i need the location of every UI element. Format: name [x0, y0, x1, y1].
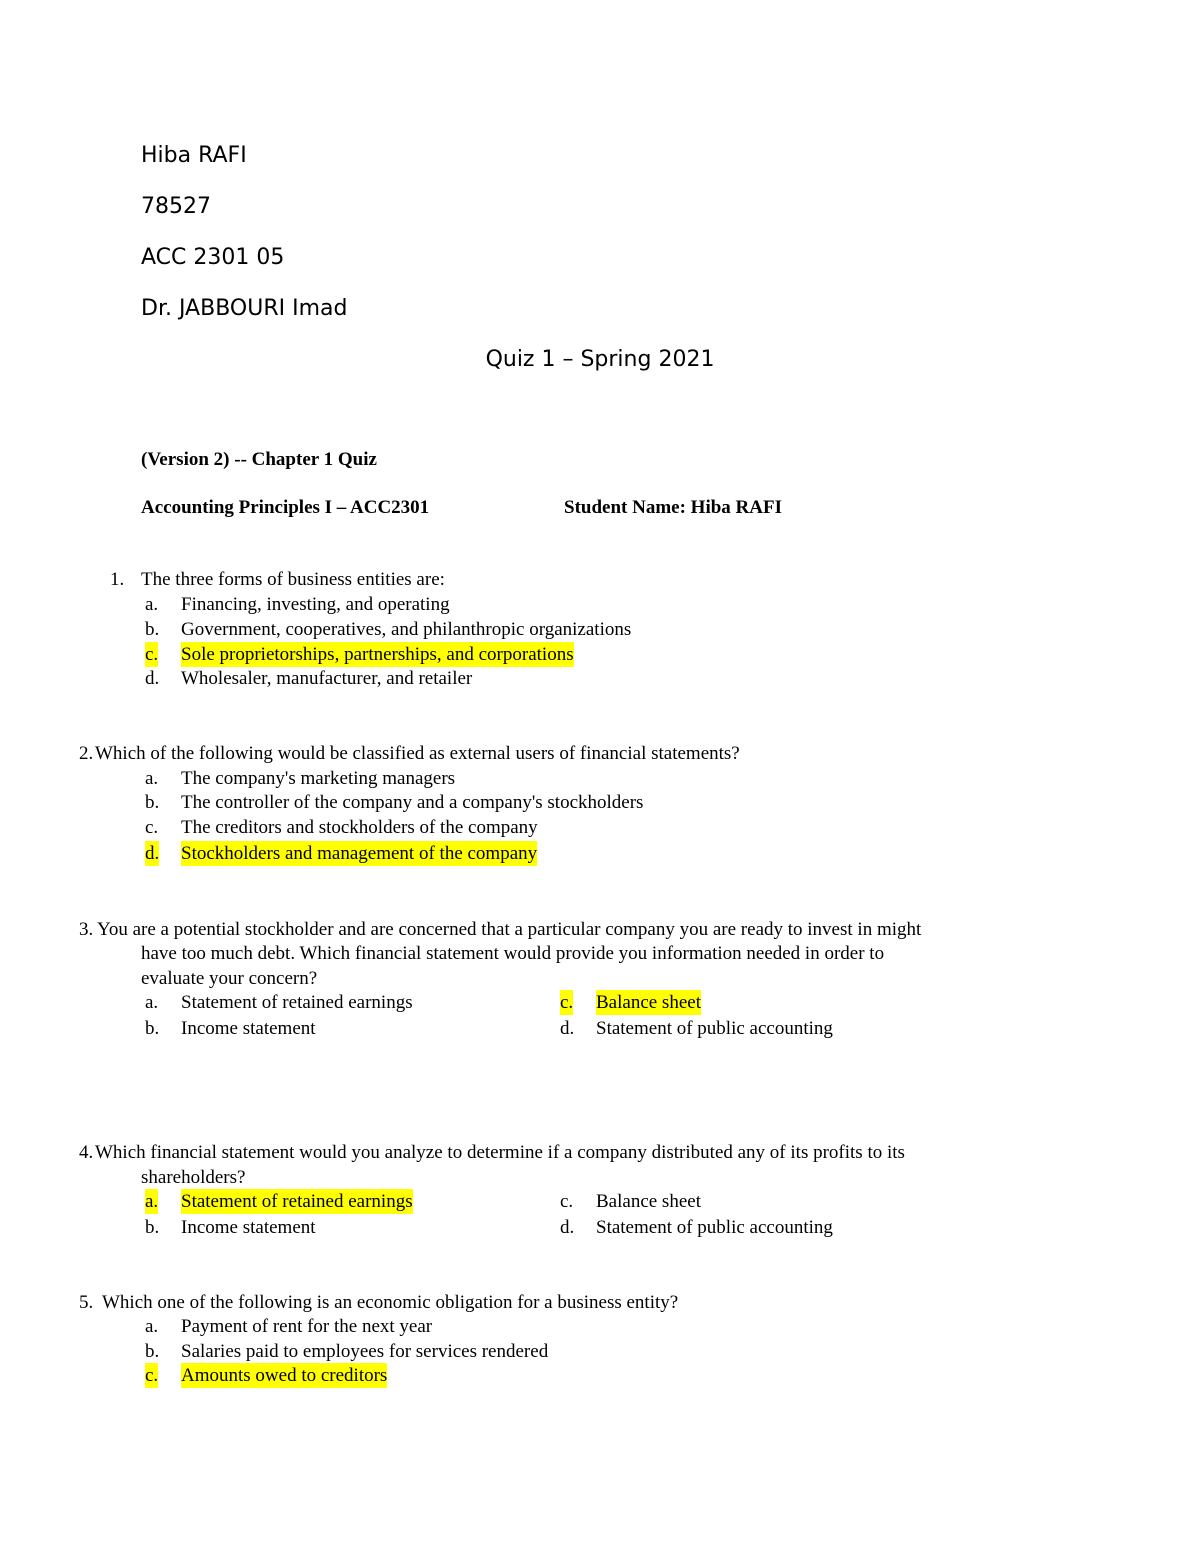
option-text: The company's marketing managers: [181, 768, 456, 789]
option-letter: c.: [560, 1191, 574, 1212]
option-text: Statement of public accounting: [596, 1018, 833, 1039]
option-text: Income statement: [181, 1217, 316, 1238]
option-text: Government, cooperatives, and philanthropic organizations: [181, 619, 632, 640]
option-text-selected: Amounts owed to creditors: [181, 1365, 388, 1386]
instructor-name: Dr. JABBOURI Imad: [141, 296, 348, 321]
student-name: Hiba RAFI: [141, 143, 247, 168]
version-line: (Version 2) -- Chapter 1 Quiz: [141, 449, 377, 470]
question-number: 1.: [110, 569, 125, 590]
question-text-line: have too much debt. Which financial statement would provide you information needed in order to: [141, 943, 885, 964]
option-text: The controller of the company and a company's stockholders: [181, 792, 644, 813]
option-text: Financing, investing, and operating: [181, 594, 450, 615]
question-text-line: You are a potential stockholder and are concerned that a particular company you are ready to invest in might: [97, 919, 922, 940]
option-letter-selected: c.: [145, 644, 159, 665]
option-letter-selected: c.: [560, 992, 574, 1013]
option-text: Statement of public accounting: [596, 1217, 833, 1238]
question-number: 3.: [79, 919, 94, 940]
question-text-line: shareholders?: [141, 1167, 246, 1188]
option-letter-selected: a.: [145, 1191, 159, 1212]
option-letter: d.: [560, 1217, 575, 1238]
question-text: The three forms of business entities are:: [141, 569, 445, 590]
course-section: ACC 2301 05: [141, 245, 285, 270]
option-text: Salaries paid to employees for services rendered: [181, 1341, 549, 1362]
question-number: 4.: [79, 1142, 94, 1163]
option-text: Balance sheet: [596, 1191, 701, 1212]
question-number: 2.: [79, 743, 94, 764]
course-line: Accounting Principles I – ACC2301: [141, 497, 430, 518]
option-letter-selected: d.: [145, 843, 160, 864]
option-text-selected: Statement of retained earnings: [181, 1191, 413, 1212]
option-letter: a.: [145, 768, 159, 789]
option-letter: b.: [145, 1217, 160, 1238]
question-text-line: evaluate your concern?: [141, 968, 318, 989]
student-line: Student Name: Hiba RAFI: [564, 497, 782, 518]
option-letter: a.: [145, 594, 159, 615]
option-text: The creditors and stockholders of the company: [181, 817, 538, 838]
option-letter: b.: [145, 792, 160, 813]
question-text: Which of the following would be classified as external users of financial statements?: [95, 743, 740, 764]
question-number: 5.: [79, 1292, 94, 1313]
student-id: 78527: [141, 194, 211, 219]
option-text: Wholesaler, manufacturer, and retailer: [181, 668, 473, 689]
option-letter: d.: [560, 1018, 575, 1039]
option-text-selected: Sole proprietorships, partnerships, and corporations: [181, 644, 574, 665]
option-letter: a.: [145, 1316, 159, 1337]
option-letter-selected: c.: [145, 1365, 159, 1386]
option-text-selected: Stockholders and management of the company: [181, 843, 538, 864]
option-text: Payment of rent for the next year: [181, 1316, 433, 1337]
option-letter: b.: [145, 619, 160, 640]
option-text: Statement of retained earnings: [181, 992, 413, 1013]
option-text: Income statement: [181, 1018, 316, 1039]
question-text-line: Which financial statement would you analyze to determine if a company distributed any of its profits to its: [95, 1142, 905, 1163]
option-letter: a.: [145, 992, 159, 1013]
option-text-selected: Balance sheet: [596, 992, 701, 1013]
question-text: Which one of the following is an economic obligation for a business entity?: [102, 1292, 679, 1313]
option-letter: b.: [145, 1018, 160, 1039]
option-letter: b.: [145, 1341, 160, 1362]
option-letter: d.: [145, 668, 160, 689]
option-letter: c.: [145, 817, 159, 838]
quiz-title: Quiz 1 – Spring 2021: [485, 347, 715, 372]
